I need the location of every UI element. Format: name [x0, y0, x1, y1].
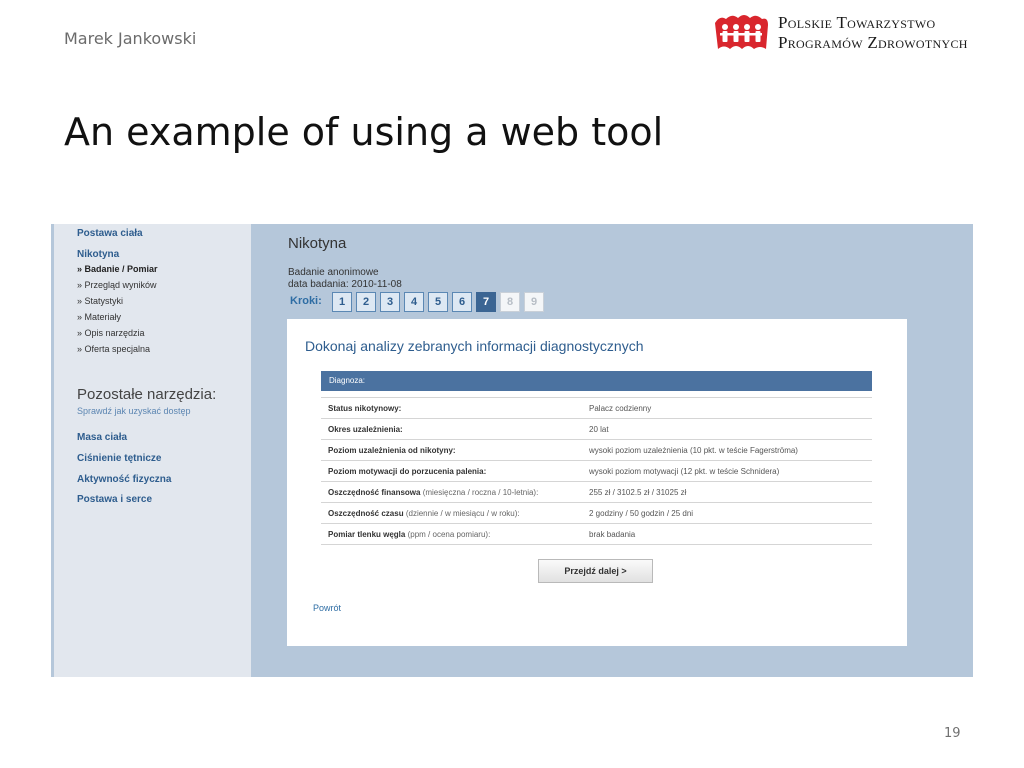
step-3-button[interactable]: 3 — [380, 292, 400, 312]
sidebar-subitem-przeglad[interactable]: » Przegląd wyników — [77, 280, 157, 290]
slide-title: An example of using a web tool — [64, 110, 664, 154]
row-value: brak badania — [589, 529, 636, 539]
row-label-cell — [321, 530, 589, 539]
panel-heading: Dokonaj analizy zebranych informacji diagnostycznych — [305, 338, 644, 354]
row-value: Palacz codzienny — [589, 403, 652, 413]
people-chain-logo-icon — [712, 9, 770, 57]
row-label: Pomiar tlenku węgla — [328, 529, 406, 539]
row-label-cell — [321, 488, 589, 497]
row-value: wysoki poziom motywacji (12 pkt. w teście Schnidera) — [589, 466, 780, 476]
tool-link-cisnienie[interactable]: Ciśnienie tętnicze — [77, 453, 162, 464]
step-8-button: 8 — [500, 292, 520, 312]
row-value: 255 zł / 3102.5 zł / 31025 zł — [589, 487, 687, 497]
logo-line-2: Programów Zdrowotnych — [778, 33, 968, 52]
step-6-button[interactable]: 6 — [452, 292, 472, 312]
row-label: Oszczędność finansowa — [328, 487, 421, 497]
row-label: Poziom motywacji do porzucenia palenia: — [328, 466, 487, 476]
tool-link-aktywnosc[interactable]: Aktywność fizyczna — [77, 474, 172, 485]
row-label-cell — [321, 446, 589, 455]
page-number: 19 — [944, 726, 961, 741]
row-label-cell — [321, 425, 589, 434]
row-label-cell — [321, 509, 589, 518]
steps-label: Kroki: — [290, 295, 322, 307]
study-type: Badanie anonimowe — [288, 267, 379, 278]
logo-line-1: Polskie Towarzystwo — [778, 13, 936, 32]
table-row — [321, 482, 872, 503]
tool-link-postawa-serce[interactable]: Postawa i serce — [77, 494, 153, 505]
row-value: 20 lat — [589, 424, 609, 434]
other-tools-access-link[interactable]: Sprawdź jak uzyskać dostęp — [77, 406, 191, 416]
author-name: Marek Jankowski — [64, 29, 197, 48]
step-7-button[interactable]: 7 — [476, 292, 496, 312]
step-9-button: 9 — [524, 292, 544, 312]
step-2-button[interactable]: 2 — [356, 292, 376, 312]
row-label: Status nikotynowy: — [328, 403, 402, 413]
web-tool-screenshot — [51, 224, 973, 677]
step-1-button[interactable]: 1 — [332, 292, 352, 312]
sidebar — [51, 224, 251, 677]
row-value: 2 godziny / 50 godzin / 25 dni — [589, 508, 694, 518]
row-label-note: (dziennie / w miesiącu / w roku): — [405, 508, 520, 518]
sidebar-subitem-materialy[interactable]: » Materiały — [77, 312, 122, 322]
table-row — [321, 524, 872, 545]
sidebar-subitem-badanie[interactable]: » Badanie / Pomiar — [77, 264, 158, 274]
tool-link-masa-ciala[interactable]: Masa ciała — [77, 432, 128, 443]
row-value: wysoki poziom uzależnienia (10 pkt. w teście Fagerströma) — [589, 445, 798, 455]
sidebar-subitem-opis[interactable]: » Opis narzędzia — [77, 328, 145, 338]
row-label-note: (miesięczna / roczna / 10-letnia): — [422, 487, 539, 497]
table-row — [321, 503, 872, 524]
app-page-title: Nikotyna — [288, 235, 347, 252]
table-row — [321, 419, 872, 440]
other-tools-title: Pozostałe narzędzia: — [77, 386, 217, 403]
row-label: Poziom uzależnienia od nikotyny: — [328, 445, 456, 455]
row-label: Oszczędność czasu — [328, 508, 404, 518]
diagnosis-panel — [287, 319, 907, 646]
step-navigation — [332, 292, 544, 312]
table-row — [321, 461, 872, 482]
row-label-cell — [321, 467, 589, 476]
step-4-button[interactable]: 4 — [404, 292, 424, 312]
sidebar-subitem-statystyki[interactable]: » Statystyki — [77, 296, 124, 306]
study-date: data badania: 2010-11-08 — [288, 279, 402, 290]
next-step-button[interactable]: Przejdź dalej > — [538, 559, 653, 583]
sidebar-link-postawa-ciala[interactable]: Postawa ciała — [77, 228, 143, 239]
table-row — [321, 397, 872, 419]
diagnosis-section-header: Diagnoza: — [321, 371, 872, 391]
sidebar-link-nikotyna[interactable]: Nikotyna — [77, 249, 120, 260]
row-label-note: (ppm / ocena pomiaru): — [407, 529, 491, 539]
logo-text — [778, 13, 968, 53]
organization-logo — [712, 4, 1024, 62]
step-5-button[interactable]: 5 — [428, 292, 448, 312]
row-label: Okres uzależnienia: — [328, 424, 403, 434]
back-link[interactable]: Powrót — [313, 603, 342, 613]
diagnosis-table — [321, 397, 872, 545]
row-label-cell — [321, 404, 589, 413]
sidebar-subitem-oferta[interactable]: » Oferta specjalna — [77, 344, 151, 354]
table-row — [321, 440, 872, 461]
